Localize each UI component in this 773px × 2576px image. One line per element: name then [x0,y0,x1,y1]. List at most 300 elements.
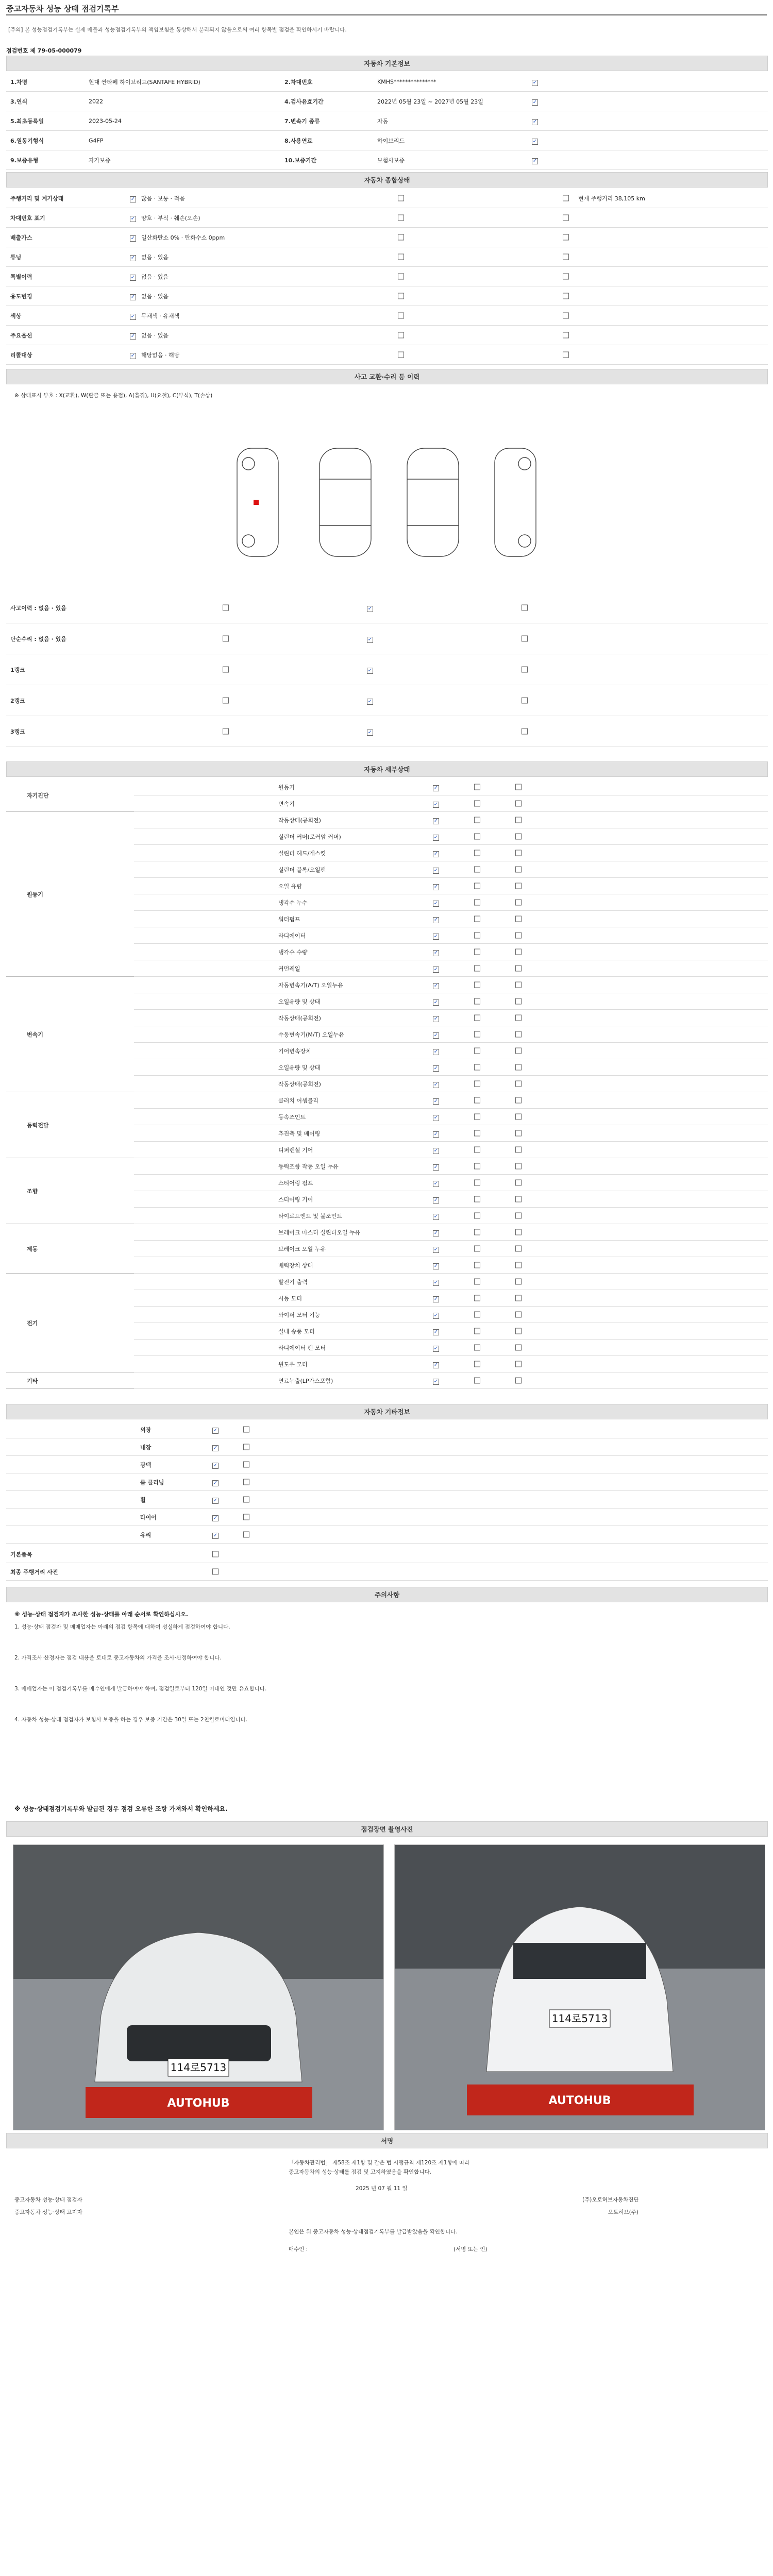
detail-group-label: 기타 [27,1377,38,1384]
detail-check-minor[interactable] [474,1080,482,1087]
detail-check-good[interactable]: ✓ [433,1378,439,1384]
other-check-b[interactable] [243,1531,251,1538]
detail-check-good[interactable]: ✓ [433,1197,439,1203]
section-basic: 자동차 기본정보 [6,56,768,71]
detail-check-minor[interactable] [474,1097,482,1104]
sign-line-2: 중고자동차의 성능·상태를 점검 및 고지하였음을 확인합니다. [289,2169,431,2175]
front-photo [13,1844,384,2130]
detail-group-label: 원동기 [27,891,43,898]
general-state: 무채색 · 유채색 [141,312,180,319]
detail-check-good[interactable]: ✓ [433,1279,439,1285]
detail-check-minor[interactable] [474,817,482,823]
other-check-a[interactable]: ✓ [213,1462,218,1468]
detail-check-bad[interactable] [515,1064,523,1071]
detail-item-label: 와이퍼 모터 기능 [278,1311,321,1318]
general-check-c[interactable] [563,253,570,260]
detail-check-minor[interactable] [474,883,482,889]
detail-check-good[interactable]: ✓ [433,1329,439,1335]
detail-check-good[interactable]: ✓ [433,1296,439,1302]
detail-group-label: 자기진단 [27,792,49,799]
detail-check-good[interactable]: ✓ [433,801,439,807]
detail-check-bad[interactable] [515,932,523,939]
detail-check-bad[interactable] [515,883,523,889]
detail-check-good[interactable]: ✓ [433,1015,439,1022]
detail-check-bad[interactable] [515,1130,523,1137]
detail-check-minor[interactable] [474,1361,482,1367]
other-extra-check[interactable] [212,1568,220,1575]
detail-check-minor[interactable] [474,833,482,840]
detail-check-good[interactable]: ✓ [433,1032,439,1038]
general-check-a[interactable]: ✓ [130,333,136,339]
detail-check-good[interactable]: ✓ [433,785,439,791]
car-diagram [222,438,551,567]
detail-check-bad[interactable] [515,981,523,988]
general-row [6,189,768,208]
general-check-b[interactable] [398,195,406,201]
detail-row [134,828,768,845]
notice-text: [주의] 본 성능점검기록부는 실제 매물과 성능점검기록부의 책임보험을 통상해서 분리되지 않음으로써 여러 항목별 점검을 확인하시기 바랍니다. [8,27,347,33]
detail-item-label: 실내 송풍 모터 [278,1328,315,1335]
detail-group-label: 제동 [27,1245,38,1252]
detail-check-minor[interactable] [474,981,482,988]
detail-check-bad[interactable] [515,1344,523,1351]
detail-check-good[interactable]: ✓ [433,999,439,1005]
other-check-a[interactable]: ✓ [213,1515,218,1521]
detail-check-bad[interactable] [515,899,523,906]
detail-check-minor[interactable] [474,948,482,955]
general-check-a[interactable]: ✓ [130,196,136,202]
rank-2-row-check-a[interactable] [223,697,230,704]
detail-item-label: 동력조향 작동 오일 누유 [278,1163,339,1170]
other-check-b[interactable] [243,1514,251,1520]
detail-check-minor[interactable] [474,965,482,972]
general-check-c[interactable] [563,273,570,280]
other-row [6,1491,768,1509]
detail-check-minor[interactable] [474,1146,482,1153]
general-check-a[interactable]: ✓ [130,313,136,319]
detail-check-bad[interactable] [515,784,523,790]
general-label: 주행거리 및 계기상태 [10,195,64,202]
detail-check-minor[interactable] [474,998,482,1005]
detail-check-bad[interactable] [515,1031,523,1038]
detail-check-good[interactable]: ✓ [433,818,439,824]
detail-row [134,1109,768,1125]
title-divider [6,14,767,15]
simple-repair-row-check-c[interactable] [522,635,529,642]
general-state: 없음 · 있음 [141,293,169,300]
detail-check-bad[interactable] [515,1361,523,1367]
basic-check[interactable]: ✓ [532,99,537,105]
receipt-text: 본인은 위 중고자동차 성능·상태점검기록부를 발급받았음을 확인합니다. [289,2229,458,2235]
rear-shop-logo: AUTOHUB [548,2094,611,2107]
front-plate-text: 114로5713 [170,2061,227,2074]
detail-check-bad[interactable] [515,1328,523,1334]
detail-check-good[interactable]: ✓ [433,1362,439,1368]
detail-check-bad[interactable] [515,850,523,856]
detail-check-good[interactable]: ✓ [433,834,439,840]
notifier-label: 중고자동차 성능·상태 고지자 [14,2209,82,2215]
detail-check-bad[interactable] [515,1311,523,1318]
basic-check[interactable]: ✓ [532,158,537,164]
general-state: 해당없음 · 해당 [141,351,180,359]
basic-value-2: 하이브리드 [377,137,405,144]
detail-check-good[interactable]: ✓ [433,1164,439,1170]
general-check-b[interactable] [398,293,406,299]
other-row [6,1456,768,1473]
basic-row [6,131,768,150]
detail-check-minor[interactable] [474,850,482,856]
car-right-side [495,448,536,556]
detail-check-good[interactable]: ✓ [433,1312,439,1318]
rank-2-row-check-b[interactable]: ✓ [367,698,373,704]
general-check-b[interactable] [398,332,406,338]
general-check-c[interactable] [563,293,570,299]
basic-row [6,72,768,92]
detail-row [134,1372,768,1389]
rear-photo [394,1844,765,2130]
detail-check-good[interactable]: ✓ [433,1081,439,1088]
general-check-b[interactable] [398,234,406,241]
basic-label-2: 2.차대번호 [284,78,313,86]
detail-check-minor[interactable] [474,1262,482,1268]
detail-check-good[interactable]: ✓ [433,933,439,939]
other-check-b[interactable] [243,1461,251,1468]
general-note: 현재 주행거리 38,105 km [578,195,645,202]
detail-item-label: 스티어링 기어 [278,1196,313,1203]
basic-label-2: 8.사용연료 [284,137,313,144]
other-row [6,1473,768,1491]
other-extra-label: 기본품목 [10,1551,32,1558]
section-repair: 사고 교환·수리 등 이력 [6,369,768,384]
rank-3-row-check-b[interactable]: ✓ [367,729,373,735]
detail-check-good[interactable]: ✓ [433,884,439,890]
detail-check-good[interactable]: ✓ [433,1345,439,1351]
detail-row [134,1158,768,1175]
detail-check-bad[interactable] [515,1097,523,1104]
accident-row [6,592,768,623]
detail-check-good[interactable]: ✓ [433,917,439,923]
accident-row-check-c[interactable] [522,604,529,611]
basic-check[interactable]: ✓ [532,138,537,144]
detail-check-good[interactable]: ✓ [433,966,439,972]
detail-item-label: 변속기 [278,800,295,807]
section-photo: 점검장면 촬영사진 [6,1821,768,1837]
simple-repair-row-check-a[interactable] [223,635,230,642]
detail-check-minor[interactable] [474,932,482,939]
detail-item-label: 원동기 [278,784,295,791]
detail-check-minor[interactable] [474,1113,482,1120]
detail-check-bad[interactable] [515,1146,523,1153]
detail-check-minor[interactable] [474,1031,482,1038]
general-check-a[interactable]: ✓ [130,235,136,241]
detail-check-bad[interactable] [515,1113,523,1120]
detail-row [134,993,768,1010]
detail-check-good[interactable]: ✓ [433,1131,439,1137]
detail-row [134,845,768,861]
accident-row-check-a[interactable] [223,604,230,611]
notifier-name: 오토허브(주) [608,2209,638,2215]
detail-row [134,1208,768,1224]
detail-check-bad[interactable] [515,866,523,873]
general-label: 특별이력 [10,273,32,280]
other-check-b[interactable] [243,1444,251,1450]
section-caution: 주의사항 [6,1587,768,1602]
damage-legend: ※ 상태표시 부호 : X(교환), W(판금 또는 용접), A(흠집), U(요철), C(부식), T(손상) [14,393,213,399]
detail-check-minor[interactable] [474,1311,482,1318]
detail-item-label: 연료누출(LP가스포함) [278,1377,333,1384]
document-title: 중고자동차 성능 상태 점검기록부 [6,4,119,13]
detail-check-minor[interactable] [474,1278,482,1285]
detail-row [134,878,768,894]
detail-row [134,1307,768,1323]
rear-car-graphic [395,1845,765,2130]
section-sign: 서명 [6,2133,768,2148]
detail-item-label: 클러치 어셈블리 [278,1097,318,1104]
detail-row [134,1175,768,1191]
detail-check-good[interactable]: ✓ [433,851,439,857]
detail-item-label: 윈도우 모터 [278,1361,308,1368]
general-check-a[interactable]: ✓ [130,255,136,261]
detail-check-good[interactable]: ✓ [433,950,439,956]
detail-check-minor[interactable] [474,1328,482,1334]
detail-check-minor[interactable] [474,1344,482,1351]
general-check-a[interactable]: ✓ [130,294,136,300]
detail-check-minor[interactable] [474,1229,482,1235]
detail-check-good[interactable]: ✓ [433,900,439,906]
front-shop-logo: AUTOHUB [167,2097,230,2110]
rank-1-row-check-c[interactable] [522,666,529,673]
basic-label-2: 4.검사유효기간 [284,98,324,105]
basic-label: 9.보증유형 [10,157,39,164]
detail-check-minor[interactable] [474,866,482,873]
general-label: 색상 [10,312,22,319]
detail-check-good[interactable]: ✓ [433,1230,439,1236]
detail-item-label: 실린더 헤드/개스킷 [278,850,326,857]
detail-check-minor[interactable] [474,800,482,807]
general-label: 주요옵션 [10,332,32,339]
general-row [6,306,768,326]
detail-check-minor[interactable] [474,1130,482,1137]
rank-1-row-check-a[interactable] [223,666,230,673]
detail-check-minor[interactable] [474,1377,482,1384]
detail-check-bad[interactable] [515,1245,523,1252]
detail-row [134,977,768,993]
general-state: 없음 · 있음 [141,332,169,339]
detail-row [134,861,768,878]
simple-repair-row-check-b[interactable]: ✓ [367,636,373,642]
detail-item-label: 시동 모터 [278,1295,303,1302]
other-check-a[interactable]: ✓ [213,1445,218,1451]
other-check-a[interactable]: ✓ [213,1480,218,1486]
detail-row [134,1290,768,1307]
other-extra-check[interactable] [212,1551,220,1557]
detail-row [134,1323,768,1340]
caution-line: 4. 자동차 성능·상태 점검자가 보험사 보증을 하는 경우 보증 기간은 30일 또는 2천킬로미터입니다. [14,1717,248,1723]
detail-check-bad[interactable] [515,948,523,955]
detail-check-good[interactable]: ✓ [433,1048,439,1055]
detail-check-bad[interactable] [515,1262,523,1268]
general-check-c[interactable] [563,332,570,338]
detail-row [134,1356,768,1372]
detail-check-good[interactable]: ✓ [433,1246,439,1252]
rank-3-row-check-a[interactable] [223,728,230,735]
general-label: 튜닝 [10,253,22,261]
basic-check[interactable]: ✓ [532,118,537,125]
accident-row-check-b[interactable]: ✓ [367,605,373,612]
general-check-a[interactable]: ✓ [130,215,136,222]
detail-check-good[interactable]: ✓ [433,982,439,989]
rank-1-row-check-b[interactable]: ✓ [367,667,373,673]
general-check-a[interactable]: ✓ [130,274,136,280]
detail-check-bad[interactable] [515,1229,523,1235]
detail-row [134,1076,768,1092]
detail-check-minor[interactable] [474,1212,482,1219]
detail-check-good[interactable]: ✓ [433,1263,439,1269]
rank-2-row [6,685,768,716]
other-row-label: 외장 [140,1426,152,1433]
detail-row [134,1092,768,1109]
detail-check-minor[interactable] [474,1014,482,1021]
detail-check-bad[interactable] [515,1377,523,1384]
detail-check-good[interactable]: ✓ [433,867,439,873]
detail-check-bad[interactable] [515,1047,523,1054]
caution-title: ※ 성능·상태 점검자가 조사한 성능·상태를 아래 순서로 확인하십시오. [14,1611,188,1618]
detail-check-bad[interactable] [515,916,523,922]
detail-check-bad[interactable] [515,817,523,823]
detail-item-label: 오일유량 및 상태 [278,998,321,1005]
caution-line: 2. 가격조사·산정자는 점검 내용을 토대로 중고자동차의 가격을 조사·산정하여야 합니다. [14,1655,222,1661]
detail-row [134,812,768,828]
rank-3-row-check-c[interactable] [522,728,529,735]
detail-check-bad[interactable] [515,1179,523,1186]
detail-item-label: 기어변속장치 [278,1047,311,1055]
detail-check-bad[interactable] [515,965,523,972]
detail-check-bad[interactable] [515,1080,523,1087]
detail-item-label: 작동상태(공회전) [278,817,321,824]
general-check-b[interactable] [398,312,406,319]
detail-check-bad[interactable] [515,1196,523,1202]
general-row [6,247,768,267]
detail-check-minor[interactable] [474,1064,482,1071]
rear-plate-text: 114로5713 [551,2012,608,2025]
detail-item-label: 라디에이터 [278,932,306,939]
other-check-a[interactable]: ✓ [213,1497,218,1503]
general-check-c[interactable] [563,351,570,358]
detail-group-label: 변속기 [27,1031,43,1038]
detail-item-label: 냉각수 수량 [278,948,308,956]
sign-line-1: 「자동차관리법」 제58조 제1항 및 같은 법 시행규칙 제120조 제1항에 따라 [289,2160,470,2166]
general-check-c[interactable] [563,214,570,221]
detail-check-minor[interactable] [474,1196,482,1202]
detail-row [134,1125,768,1142]
basic-value: G4FP [89,137,104,144]
general-label: 용도변경 [10,293,32,300]
detail-check-bad[interactable] [515,1014,523,1021]
general-row [6,208,768,228]
detail-check-bad[interactable] [515,800,523,807]
other-row-label: 휠 [140,1496,146,1503]
general-check-c[interactable] [563,312,570,319]
detail-check-bad[interactable] [515,1278,523,1285]
accident-row-label: 사고이력 : 없음 · 있음 [10,604,66,612]
detail-item-label: 추진축 및 베어링 [278,1130,321,1137]
other-check-b[interactable] [243,1426,251,1433]
detail-check-good[interactable]: ✓ [433,1213,439,1219]
general-check-b[interactable] [398,351,406,358]
other-extra-label: 최종 주행거리 사진 [10,1568,58,1575]
detail-check-minor[interactable] [474,1163,482,1170]
other-check-b[interactable] [243,1496,251,1503]
detail-item-label: 작동상태(공회전) [278,1014,321,1022]
other-check-a[interactable]: ✓ [213,1427,218,1433]
detail-check-minor[interactable] [474,1179,482,1186]
detail-row [134,1224,768,1241]
detail-check-minor[interactable] [474,1245,482,1252]
basic-value-2: 자동 [377,117,389,125]
detail-check-minor[interactable] [474,899,482,906]
detail-check-bad[interactable] [515,998,523,1005]
general-row [6,228,768,247]
detail-check-bad[interactable] [515,1295,523,1301]
basic-check[interactable]: ✓ [532,79,537,86]
inspector-label: 중고자동차 성능·상태 점검자 [14,2197,82,2203]
general-check-c[interactable] [563,195,570,201]
rank-3-row-label: 3랭크 [10,728,25,735]
general-state: 일산화탄소 0% · 탄화수소 0ppm [141,234,225,241]
detail-check-good[interactable]: ✓ [433,1098,439,1104]
basic-label-2: 7.변속기 종류 [284,117,320,125]
detail-check-good[interactable]: ✓ [433,1065,439,1071]
rank-2-row-label: 2랭크 [10,697,25,704]
detail-row [134,894,768,911]
detail-item-label: 타이로드엔드 및 볼조인트 [278,1212,342,1219]
simple-repair-row-label: 단순수리 : 없음 · 있음 [10,635,66,642]
car-outline-graphic [222,438,551,567]
detail-check-minor[interactable] [474,1047,482,1054]
detail-item-label: 실린더 커버(로커암 커버) [278,833,341,840]
rank-2-row-check-c[interactable] [522,697,529,704]
other-row-label: 광택 [140,1461,152,1468]
detail-check-bad[interactable] [515,833,523,840]
general-check-b[interactable] [398,273,406,280]
detail-row [134,944,768,960]
detail-check-minor[interactable] [474,1295,482,1301]
detail-item-label: 작동상태(공회전) [278,1080,321,1088]
detail-group-label: 전기 [27,1319,38,1327]
detail-check-good[interactable]: ✓ [433,1114,439,1121]
detail-row [134,1191,768,1208]
general-check-a[interactable]: ✓ [130,352,136,359]
detail-item-label: 배력장치 상태 [278,1262,313,1269]
other-check-b[interactable] [243,1479,251,1485]
detail-check-bad[interactable] [515,1212,523,1219]
detail-check-minor[interactable] [474,916,482,922]
detail-check-good[interactable]: ✓ [433,1147,439,1154]
section-other: 자동차 기타정보 [6,1404,768,1419]
rank-3-row [6,716,768,747]
general-check-b[interactable] [398,214,406,221]
other-check-a[interactable]: ✓ [213,1532,218,1538]
detail-item-label: 냉각수 누수 [278,899,308,906]
detail-item-label: 디퍼렌셜 기어 [278,1146,313,1154]
detail-check-bad[interactable] [515,1163,523,1170]
general-check-b[interactable] [398,253,406,260]
detail-item-label: 스티어링 펌프 [278,1179,313,1187]
detail-check-minor[interactable] [474,784,482,790]
general-check-c[interactable] [563,234,570,241]
detail-check-good[interactable]: ✓ [433,1180,439,1187]
general-state: 없음 · 있음 [141,253,169,261]
